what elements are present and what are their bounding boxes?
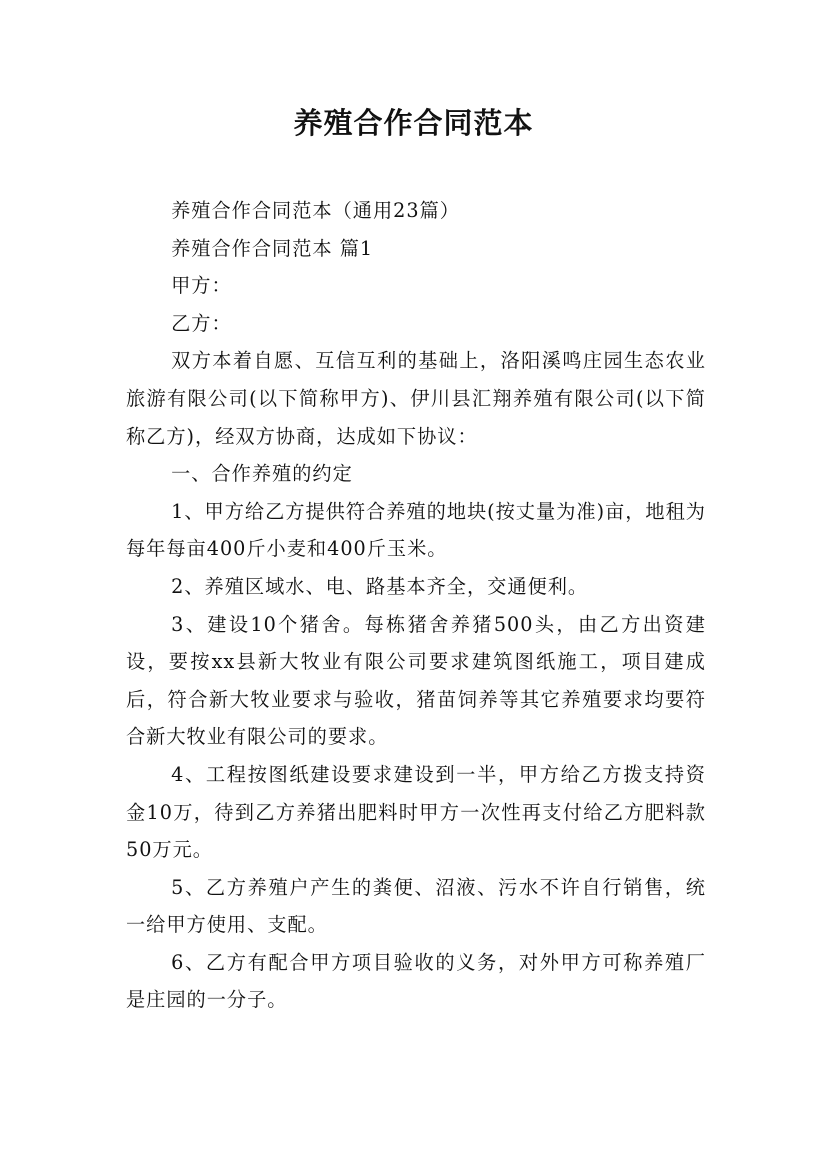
document-body (126, 192, 706, 1019)
document-title: 养殖合作合同范本 (293, 106, 534, 140)
paragraph-clause-1: 1、甲方给乙方提供符合养殖的地块(按丈量为准)亩，地租为每年每亩400斤小麦和400斤玉米。 (126, 499, 706, 561)
paragraph-clause-4: 4、工程按图纸建设要求建设到一半，甲方给乙方拨支持资金10万，待到乙方养猪出肥料时甲方一次性再支付给乙方肥料款50万元。 (126, 762, 706, 862)
paragraph-party-b: 乙方： (171, 311, 232, 335)
paragraph-section-heading: 养殖合作合同范本 篇1 (171, 236, 374, 260)
paragraph-preamble: 双方本着自愿、互信互利的基础上，洛阳溪鸣庄园生态农业旅游有限公司(以下简称甲方)、伊川县汇翔养殖有限公司(以下简称乙方)，经双方协商，达成如下协议： (126, 349, 706, 448)
paragraph-clause-6: 6、乙方有配合甲方项目验收的义务，对外甲方可称养殖厂是庄园的一分子。 (126, 950, 706, 1012)
paragraph-subtitle: 养殖合作合同范本（通用23篇） (171, 199, 460, 222)
paragraph-clause-2: 2、养殖区域水、电、路基本齐全，交通便利。 (171, 574, 589, 598)
paragraph-clause-heading: 一、合作养殖的约定 (171, 462, 353, 486)
paragraph-party-a: 甲方： (171, 274, 232, 298)
paragraph-clause-3: 3、建设10个猪舍。每栋猪舍养猪500头，由乙方出资建设，要按xx县新大牧业有限公司要求建筑图纸施工，项目建成后，符合新大牧业要求与验收，猪苗饲养等其它养殖要求均要符合新大牧业有限公司的要求。 (126, 612, 706, 749)
paragraph-clause-5: 5、乙方养殖户产生的粪便、沼液、污水不许自行销售，统一给甲方使用、支配。 (126, 875, 706, 937)
